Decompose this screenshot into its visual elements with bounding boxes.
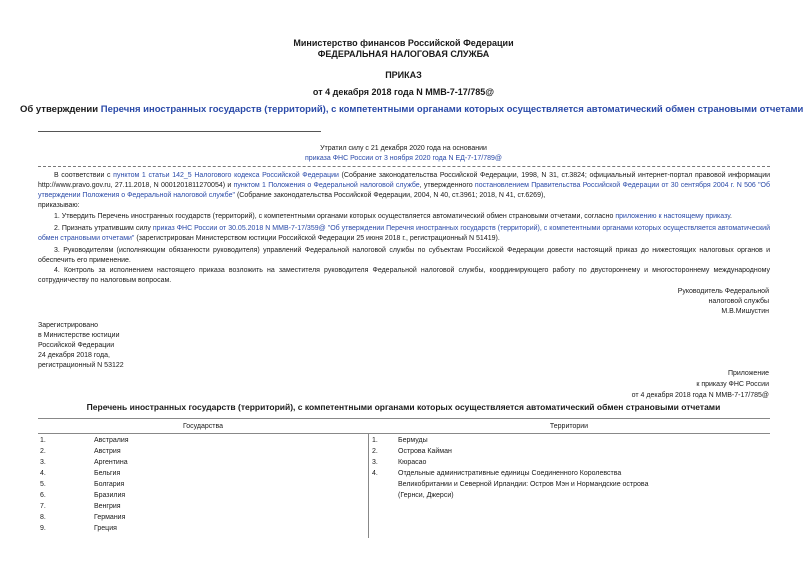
state-row-number: 2. (40, 448, 46, 455)
table-header-territories: Территории (549, 423, 589, 430)
state-row-name: Германия (94, 514, 126, 521)
preamble-link-regulation[interactable]: пунктом 1 Положения о Федеральной налоговой службе (233, 182, 420, 189)
appendix-line-2: к приказу ФНС России (696, 381, 769, 388)
state-row-number: 3. (40, 459, 46, 466)
table-header-states: Государства (182, 423, 224, 430)
state-row-number: 9. (40, 525, 46, 532)
appendix-line-1: Приложение (727, 370, 769, 377)
order-date: от 4 декабря 2018 года N ММВ-7-17/785@ (312, 87, 495, 97)
state-row-name: Австрия (94, 448, 121, 455)
territory-row-number: 1. (372, 437, 378, 444)
item-2-link[interactable]: приказ ФНС России от 30.05.2018 N ММВ-7-17/359@ "Об утверждении Перечня иностранных государств (территорий), с компетентными органами которых осуществляется автоматический обмен страновыми отчетами" (38, 225, 770, 242)
state-row-name: Австралия (94, 437, 129, 444)
title-prefix: Об утверждении (20, 104, 101, 115)
territory-row-name: Великобритании и Северной Ирландии: Остров Мэн и Нормандские острова (398, 481, 649, 488)
state-row-name: Греция (94, 525, 117, 532)
territory-row-number: 2. (372, 448, 378, 455)
item-4: 4. Контроль за исполнением настоящего приказа возложить на заместителя руководителя Федеральной налоговой службы, координирующего работу по двустороннему и многостороннему международному сотрудничеству по налоговым вопросам. (38, 267, 770, 284)
preamble-text-3: , утвержденного (419, 182, 475, 189)
appendix-line-3: от 4 декабря 2018 года N ММВ-7-17/785@ (631, 392, 769, 399)
territory-row-name: Отдельные административные единицы Соединенного Королевства (398, 470, 622, 477)
state-row-number: 1. (40, 437, 46, 444)
item-3: 3. Руководителям (исполняющим обязанности руководителя) управлений Федеральной налоговой службы по субъектам Российской Федерации довести настоящий приказ до нижестоящих налоговых органов и обеспечить его применение. (38, 247, 770, 264)
territory-row-name: Кюрасао (398, 459, 427, 466)
item-2 (38, 224, 770, 244)
signature-name: М.В.Мишустин (721, 308, 769, 315)
table-top-border (38, 418, 770, 419)
preamble-text-1: В соответствии с (54, 172, 114, 179)
state-row-number: 8. (40, 514, 46, 521)
state-row-name: Бразилия (94, 492, 126, 499)
order-heading: ПРИКАЗ (385, 70, 422, 80)
territory-row-number: 4. (372, 470, 378, 477)
state-row-number: 6. (40, 492, 46, 499)
state-row-number: 7. (40, 503, 46, 510)
item-2-end: (зарегистрирован Министерством юстиции Российской Федерации 25 июня 2018 г., регистрационный N 51419). (134, 235, 500, 242)
order-title (20, 104, 804, 116)
state-row-name: Венгрия (94, 503, 121, 510)
signature-line-2: налоговой службы (708, 298, 769, 305)
status-line: Утратил силу с 21 декабря 2020 года на основании (320, 145, 487, 152)
preamble-link-resolution[interactable]: постановлением Правительства Российской Федерации от 30 сентября 2004 г. N 506 "Об утверждении Положения о Федеральной налоговой службе" (38, 182, 771, 199)
registration-line-3: Российской Федерации (38, 342, 115, 349)
preamble-text-4: (Собрание законодательства Российской Федерации, 2004, N 40, ст.3961; 2018, N 41, ст.6269), (235, 192, 546, 199)
divider-top (38, 131, 321, 132)
appendix-title: Перечень иностранных государств (территорий), с компетентными органами которых осуществляется автоматический обмен страновыми отчетами (86, 402, 721, 412)
territory-row-name: Бермуды (398, 437, 428, 444)
territory-row-name: Острова Кайман (398, 448, 452, 455)
ministry-name: Министерство финансов Российской Федерации (293, 38, 514, 48)
registration-line-1: Зарегистрировано (38, 322, 98, 329)
signature-line-1: Руководитель Федеральной (677, 288, 769, 295)
item-2-text: 2. Признать утратившим силу (54, 225, 153, 232)
preamble-link-tax-code[interactable]: пунктом 1 статьи 142_5 Налогового кодекса Российской Федерации (113, 172, 339, 179)
item-1-link[interactable]: приложению к настоящему приказу (615, 213, 731, 220)
table-header-border (38, 433, 770, 434)
state-row-number: 5. (40, 481, 46, 488)
preamble-paragraph (38, 171, 770, 201)
service-name: ФЕДЕРАЛЬНАЯ НАЛОГОВАЯ СЛУЖБА (317, 49, 490, 59)
state-row-name: Болгария (94, 481, 125, 488)
item-1-text: 1. Утвердить Перечень иностранных государств (территорий), с компетентными органами которых осуществляется автоматический обмен страновыми отчетами, согласно (54, 213, 616, 220)
status-link[interactable]: приказа ФНС России от 3 ноября 2020 года N ЕД-7-17/789@ (305, 155, 502, 162)
divider-status (38, 166, 770, 167)
item-1 (38, 212, 770, 222)
state-row-name: Бельгия (94, 470, 121, 477)
order-word: приказываю: (38, 202, 80, 209)
preamble-text-2: (Собрание законодательства Российской Федерации, 1998, N 31, ст.3824; официальный интернет-портал правовой информации http://www.pravo.gov.ru, 27.11.2018, N 0001201811270054) и (38, 172, 771, 189)
registration-line-5: регистрационный N 53122 (38, 362, 124, 369)
item-1-end: . (730, 213, 732, 220)
table-column-divider (368, 433, 369, 538)
state-row-name: Аргентина (94, 459, 128, 466)
registration-line-4: 24 декабря 2018 года, (38, 352, 110, 359)
state-row-number: 4. (40, 470, 46, 477)
territory-row-number: 3. (372, 459, 378, 466)
title-link[interactable]: Перечня иностранных государств (территорий), с компетентными органами которых осуществляется автоматический обмен страновыми отчетами (100, 104, 804, 115)
territory-row-name: (Гернси, Джерси) (398, 492, 454, 499)
registration-line-2: в Министерстве юстиции (38, 332, 120, 339)
